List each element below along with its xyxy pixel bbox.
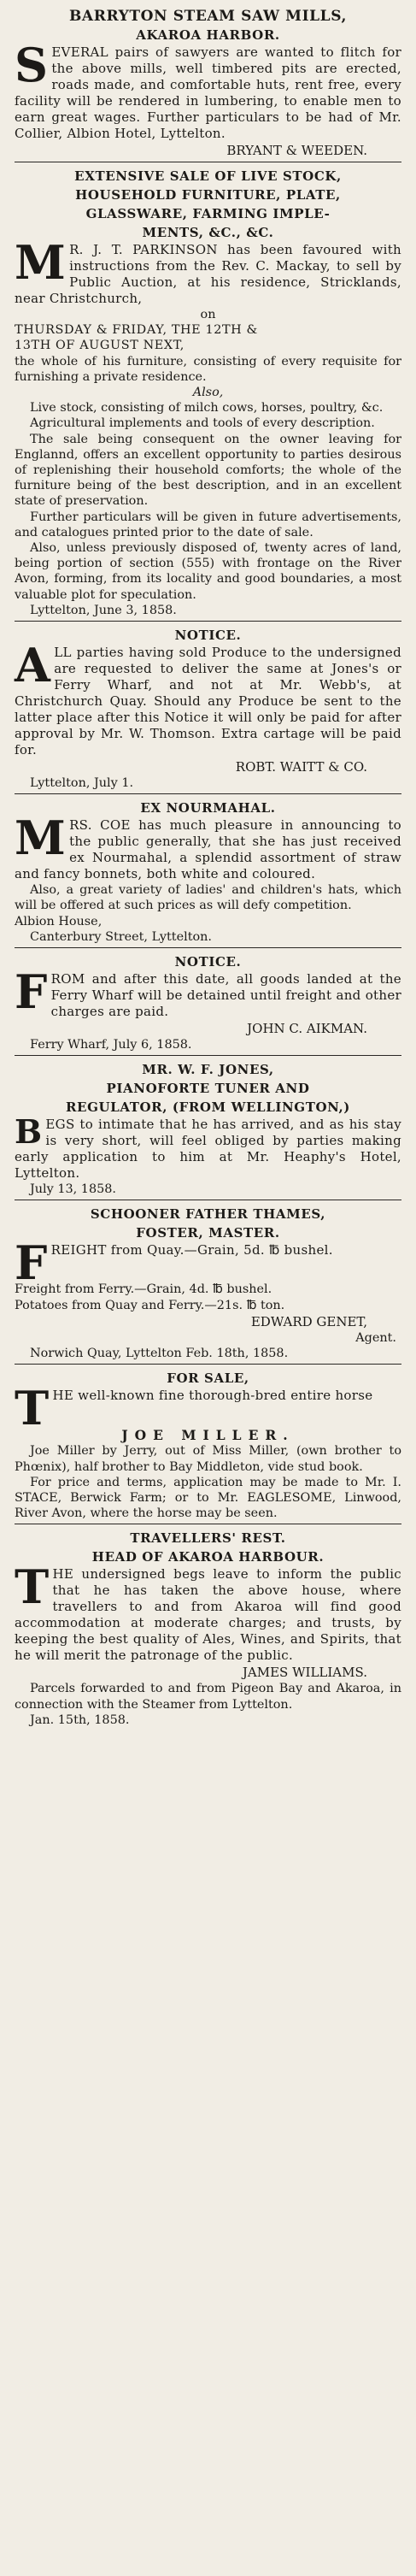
ad-heading: EX NOURMAHAL. [140, 800, 276, 816]
ad-body-text: R. J. T. PARKINSON has been favoured with instructions from the Rev. C. Mackay, to sell by Public Auction, at his residence, Stricklands, near Christchurch, [15, 242, 401, 306]
ad-heading: BARRYTON STEAM SAW MILLS, [68, 8, 348, 25]
ad-heading: FOR SALE, [167, 1371, 249, 1387]
drop-cap: M [15, 811, 67, 866]
ad-heading-line: MR. W. F. JONES, [142, 1062, 274, 1078]
ad-paragraph: For price and terms, application may be made to Mr. I. STACE, Berwick Farm; or to Mr. EAGLESOME, Linwood, River Avon, where the horse may be seen. [15, 1475, 401, 1521]
ad-dateline: Ferry Wharf, July 6, 1858. [30, 1038, 192, 1052]
ad-paragraph: The sale being consequent on the owner leaving for Englannd, offers an excellent opportunity to parties desirous of replenishing their household comforts; the whole of the furniture being of the best description, and in an excellent state of preservation. [15, 432, 401, 509]
ad-heading: NOTICE. [174, 628, 242, 644]
drop-cap: S [15, 38, 49, 92]
ad-agent: Agent. [355, 1330, 396, 1345]
ad-address: Canterbury Street, Lyttelton. [30, 929, 212, 944]
ad-heading-line: GLASSWARE, FARMING IMPLE- [85, 206, 331, 221]
ad-heading-line: EXTENSIVE SALE OF LIVE STOCK, [74, 168, 342, 184]
ad-heading: NOTICE. [174, 954, 242, 970]
ad-body [15, 964, 401, 1020]
ad-heading-line: HOUSEHOLD FURNITURE, PLATE, [75, 187, 341, 203]
ad-body [15, 235, 401, 307]
ad-paragraph: Freight from Ferry.—Grain, 4d. ℔ bushel. [15, 1282, 272, 1297]
ad-paragraph: Joe Miller by Jerry, out of Miss Miller, (own brother to Phœnix), half brother to Bay Middleton, vide stud book. [15, 1444, 401, 1474]
ad-heading-line: HEAD OF AKAROA HARBOUR. [91, 1549, 325, 1565]
ad-signature: ROBT. WAITT & CO. [235, 759, 367, 775]
ad-dateline: Norwich Quay, Lyttelton Feb. 18th, 1858. [30, 1347, 289, 1361]
ad-body [15, 1112, 401, 1182]
ad-body-text: REIGHT from Quay.—Grain, 5d. ℔ bushel. [50, 1242, 333, 1259]
ad-barryton-saw-mills [15, 5, 401, 162]
ad-paragraph: Agricultural implements and tools of every description. [30, 416, 375, 431]
drop-cap: F [15, 1235, 48, 1291]
ad-signature: JOHN C. AIKMAN. [247, 1021, 367, 1037]
ad-body-text: ROM and after this date, all goods landed at the Ferry Wharf will be detained until freight and other charges are paid. [50, 971, 401, 1020]
ad-date-line: 13TH OF AUGUST NEXT, [15, 339, 185, 353]
ad-schooner-father-thames [15, 1200, 401, 1364]
drop-cap: T [15, 1559, 50, 1615]
drop-cap: B [15, 1112, 43, 1152]
drop-cap: F [15, 964, 48, 1020]
ad-body-text: HE undersigned begs leave to inform the public that he has taken the above house, where travellers to and from Akaroa will find good accommodation at moderate charges; and trusts, by keeping the best quality of Ales, Wines, and Spirits, that he will merit the patronage of the public. [15, 1566, 401, 1664]
ad-body [15, 1559, 401, 1664]
ad-horse-name: JOE MILLER. [121, 1427, 295, 1444]
ad-body [15, 811, 401, 882]
ad-heading-line: SCHOONER FATHER THAMES, [90, 1206, 326, 1223]
ad-paragraph: the whole of his furniture, consisting of every requisite for furnishing a private residence. [15, 354, 401, 384]
ad-signature: BRYANT & WEEDEN. [226, 143, 367, 158]
ad-paragraph: Also, unless previously disposed of, twenty acres of land, being portion of section (555) with frontage on the River Avon, forming, from its locality and good boundaries, a most valuable plot for speculation. [15, 541, 401, 602]
ad-on: on [200, 308, 216, 321]
ad-dateline: Jan. 15th, 1858. [30, 1712, 130, 1727]
ad-body-text: RS. COE has much pleasure in announcing to the public generally, that she has just received ex Nourmahal, a splendid assortment of straw and fancy bonnets, both white and coloured. [15, 817, 401, 882]
ad-paragraph: Also, a great variety of ladies' and children's hats, which will be offered at such prices as will defy competition. [15, 883, 401, 913]
ad-heading-line: PIANOFORTE TUNER AND [106, 1081, 310, 1097]
ad-signature: JAMES WILLIAMS. [242, 1665, 367, 1681]
ad-paragraph: Potatoes from Quay and Ferry.—21s. ℔ ton. [15, 1298, 285, 1312]
ad-body-text: EGS to intimate that he has arrived, and as his stay is very short, will feel obliged by parties making early application to him at Mr. Heaphy's Hotel, Lyttelton. [15, 1117, 401, 1182]
ad-joe-miller-horse [15, 1364, 401, 1524]
ad-body [15, 38, 401, 142]
ad-signature: EDWARD GENET, [250, 1313, 367, 1329]
ad-jones-piano-tuner [15, 1055, 401, 1200]
ad-travellers-rest [15, 1524, 401, 1730]
ad-heading-line: REGULATOR, (FROM WELLINGTON,) [65, 1099, 350, 1116]
ad-address: Albion House, [15, 914, 103, 928]
ad-paragraph: Further particulars will be given in future advertisements, and catalogues printed prior to the date of sale. [15, 510, 401, 539]
drop-cap: M [15, 235, 67, 290]
ad-parkinson-sale [15, 162, 401, 621]
drop-cap: T [15, 1381, 50, 1436]
ad-waitt-notice [15, 621, 401, 793]
ad-heading-line: FOSTER, MASTER. [136, 1225, 280, 1241]
ad-body-text: EVERAL pairs of sawyers are wanted to flitch for the above mills, well timbered pits are erected, roads made, and comfortable huts, rent free, every facility will be rendered in lumbering, to enable men to earn great wages. Further particulars to be had of Mr. Collier, Albion Hotel, Lyttelton. [15, 44, 401, 141]
ad-aikman-notice [15, 947, 401, 1055]
ad-paragraph: Parcels forwarded to and from Pigeon Bay and Akaroa, in connection with the Steamer from Lyttelton. [15, 1682, 401, 1712]
ad-also: Also, [192, 386, 224, 400]
ad-subheading: AKAROA HARBOR. [136, 27, 280, 43]
ad-body [15, 638, 401, 758]
ad-dateline: Lyttelton, July 1. [30, 776, 134, 791]
ad-paragraph: Live stock, consisting of milch cows, horses, poultry, &c. [30, 401, 384, 416]
drop-cap: A [15, 638, 51, 693]
ad-date-line: THURSDAY & FRIDAY, THE 12TH & [15, 323, 258, 338]
ad-body-text: LL parties having sold Produce to the undersigned are requested to deliver the same at Jones's or Ferry Wharf, and not at Mr. Webb's, at Christchurch Quay. Should any Produce be sent to the latter place after this Notice it will only be paid for after approval by Mr. W. Thomson. Extra cartage will be paid for. [15, 645, 401, 758]
ad-coe-nourmahal [15, 793, 401, 947]
ad-dateline: July 13, 1858. [30, 1182, 117, 1197]
ad-dateline: Lyttelton, June 3, 1858. [30, 603, 177, 617]
ad-heading-line: MENTS, &C., &C. [142, 225, 274, 240]
ad-heading-line: TRAVELLERS' REST. [130, 1530, 286, 1547]
newspaper-column [15, 0, 401, 1730]
ad-body-text: HE well-known fine thorough-bred entire horse [52, 1388, 373, 1404]
